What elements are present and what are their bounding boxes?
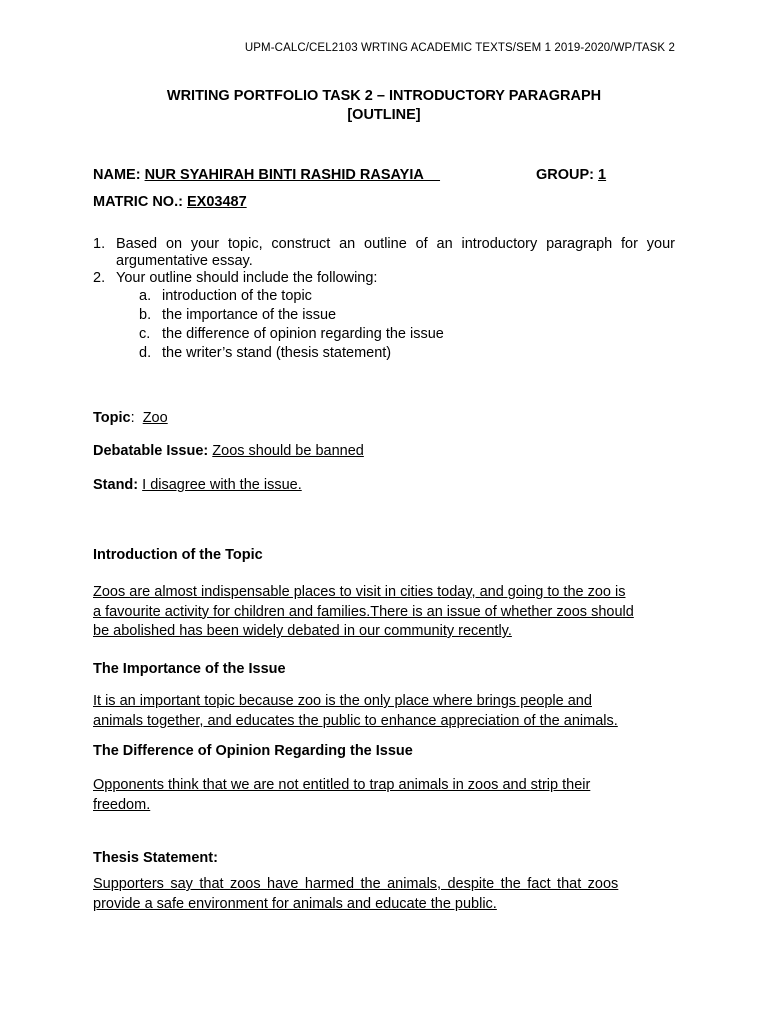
matric-field bbox=[93, 193, 247, 211]
instruction-number: 2. bbox=[93, 270, 106, 286]
difference-paragraph bbox=[93, 776, 675, 815]
requirement-item bbox=[93, 344, 675, 363]
instruction-number: 1. bbox=[93, 236, 106, 252]
paragraph-line: Zoos are almost indispensable places to visit in cities today, and going to the zoo is bbox=[93, 584, 626, 600]
requirement-item bbox=[93, 287, 675, 306]
instructions-list bbox=[93, 236, 675, 363]
debatable-issue-label: Debatable Issue: bbox=[93, 443, 209, 459]
thesis-paragraph bbox=[93, 875, 675, 914]
debatable-issue-line bbox=[93, 443, 364, 459]
name-value: NUR SYAHIRAH BINTI RASHID RASAYIA__ bbox=[144, 167, 440, 183]
paragraph-line: freedom. bbox=[93, 796, 151, 813]
matric-value: EX03487 bbox=[186, 194, 247, 210]
requirement-letter: b. bbox=[139, 307, 152, 323]
requirement-item bbox=[93, 306, 675, 325]
topic-colon: : bbox=[130, 410, 135, 426]
introduction-paragraph bbox=[93, 583, 675, 642]
section-heading-difference: The Difference of Opinion Regarding the Issue bbox=[93, 743, 413, 759]
topic-line bbox=[93, 410, 168, 426]
section-heading-importance: The Importance of the Issue bbox=[93, 661, 286, 677]
section-heading-introduction: Introduction of the Topic bbox=[93, 547, 263, 563]
section-heading-thesis: Thesis Statement: bbox=[93, 850, 218, 866]
paragraph-line: Opponents think that we are not entitled to trap animals in zoos and strip their bbox=[93, 777, 591, 793]
paragraph-line: be abolished has been widely debated in our community recently. bbox=[93, 623, 512, 639]
group-label: GROUP: bbox=[536, 167, 594, 183]
importance-paragraph bbox=[93, 692, 675, 731]
requirement-letter: a. bbox=[139, 288, 152, 304]
group-field bbox=[536, 166, 606, 184]
stand-label: Stand: bbox=[93, 477, 139, 493]
requirement-letter: c. bbox=[139, 326, 151, 342]
requirement-letter: d. bbox=[139, 345, 152, 361]
paragraph-line: Supporters say that zoos have harmed the animals, despite the fact that zoos bbox=[93, 876, 619, 892]
stand-line bbox=[93, 477, 302, 493]
requirement-item bbox=[93, 325, 675, 344]
name-field bbox=[93, 166, 440, 184]
document-subtitle: [OUTLINE] bbox=[347, 107, 421, 123]
instruction-item bbox=[93, 270, 675, 287]
requirement-text: the difference of opinion regarding the issue bbox=[162, 326, 444, 342]
requirement-text: the writer’s stand (thesis statement) bbox=[162, 345, 392, 361]
paragraph-line: animals together, and educates the public to enhance appreciation of the animals. bbox=[93, 712, 618, 729]
paragraph-line: provide a safe environment for animals and educate the public. bbox=[93, 895, 497, 912]
topic-label: Topic bbox=[93, 410, 131, 426]
topic-value: Zoo bbox=[142, 410, 168, 426]
stand-value: I disagree with the issue. bbox=[142, 477, 302, 493]
debatable-issue-value: Zoos should be banned bbox=[212, 443, 364, 459]
document-title: WRITING PORTFOLIO TASK 2 – INTRODUCTORY PARAGRAPH bbox=[166, 88, 602, 104]
instruction-text: Your outline should include the following: bbox=[116, 270, 378, 286]
requirement-text: introduction of the topic bbox=[162, 288, 312, 304]
paragraph-line: It is an important topic because zoo is the only place where brings people and bbox=[93, 693, 592, 709]
name-label: NAME: bbox=[93, 167, 141, 183]
group-value: 1 bbox=[598, 167, 607, 183]
outline-requirements-list bbox=[93, 287, 675, 363]
instruction-text: Based on your topic, construct an outline of an introductory paragraph for your argumentative essay. bbox=[116, 236, 675, 269]
instruction-item bbox=[93, 236, 675, 270]
matric-label: MATRIC NO.: bbox=[93, 194, 183, 210]
paragraph-line: a favourite activity for children and families.There is an issue of whether zoos should bbox=[93, 603, 634, 620]
requirement-text: the importance of the issue bbox=[162, 307, 337, 323]
course-reference-header: UPM-CALC/CEL2103 WRTING ACADEMIC TEXTS/SEM 1 2019-2020/WP/TASK 2 bbox=[244, 42, 675, 54]
